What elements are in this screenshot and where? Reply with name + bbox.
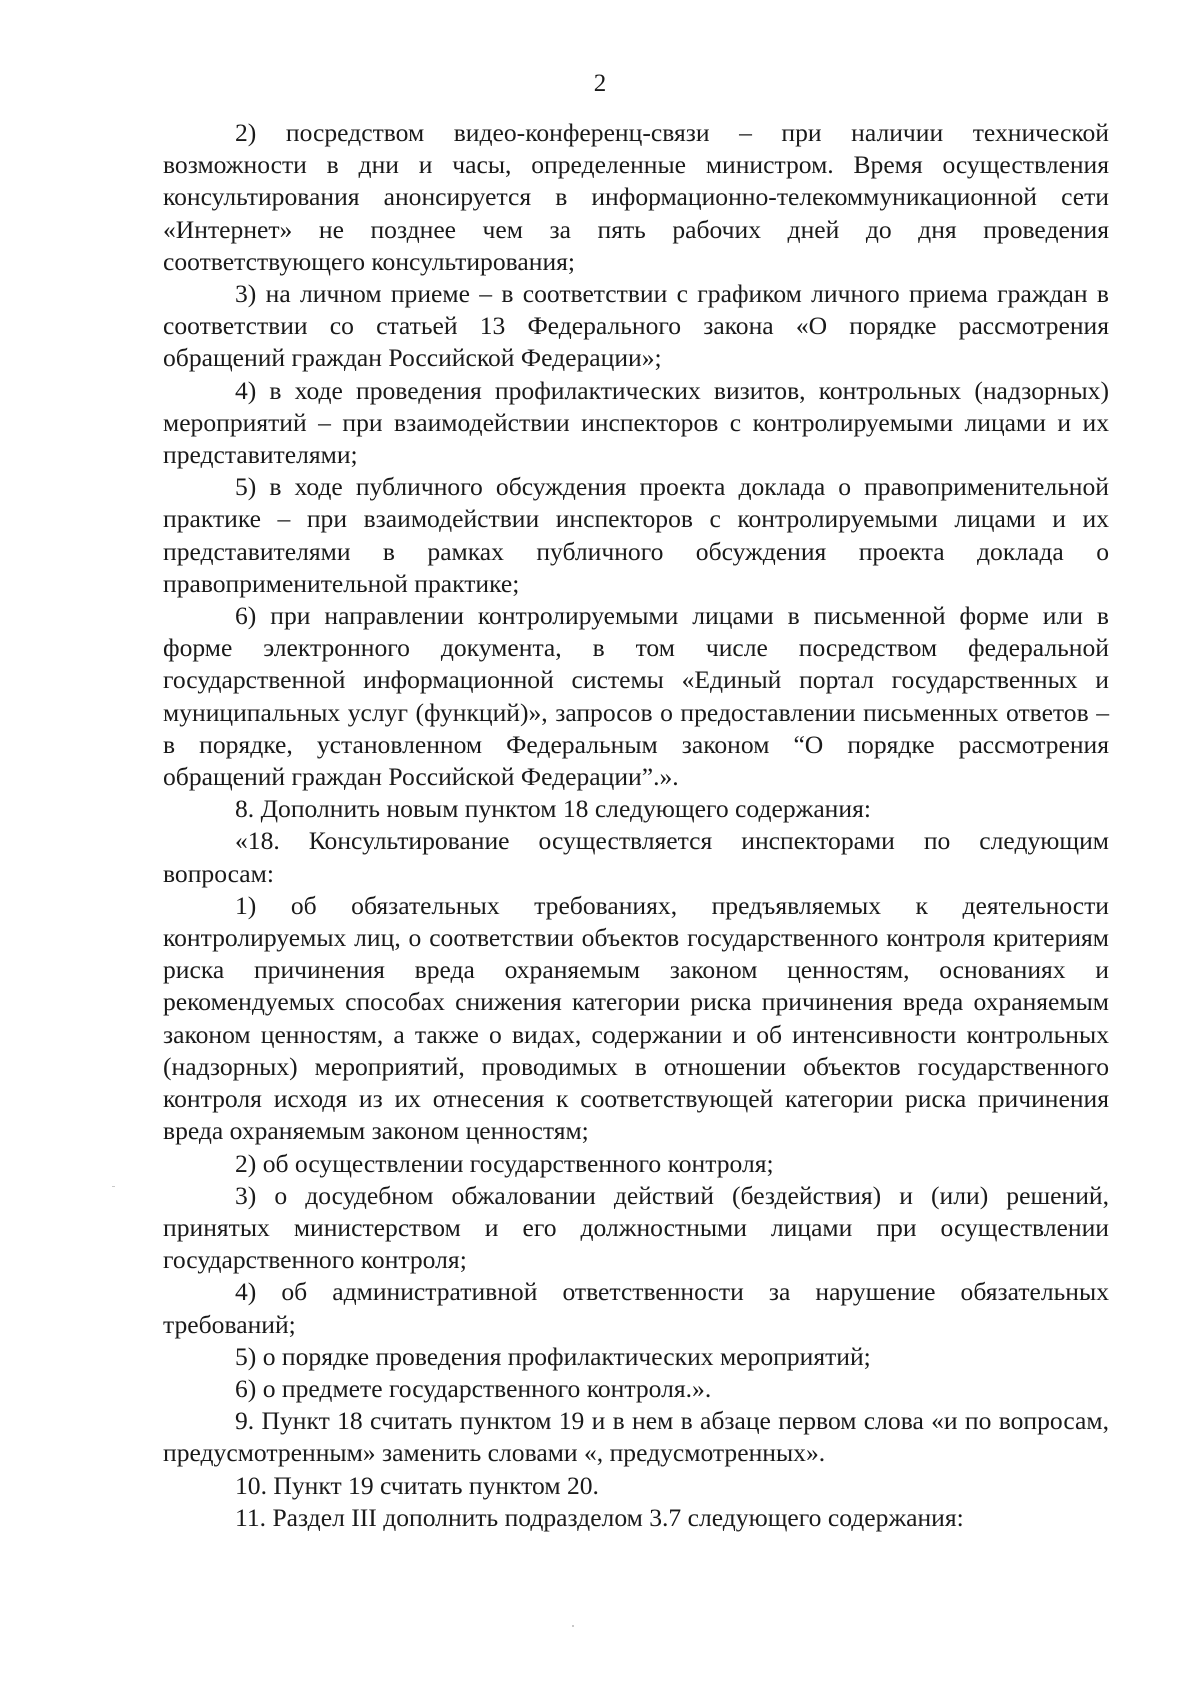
paragraph: 4) в ходе проведения профилактических визитов, контрольных (надзорных) мероприятий – при взаимодействии инспекторов с контролируемыми лицами и их представителями; <box>163 375 1109 470</box>
paragraph: 1) об обязательных требованиях, предъявляемых к деятельности контролируемых лиц, о соответствии объектов государственного контроля критериям риска причинения вреда охраняемым законом ценностям, основаниях и рекомендуемых способах снижения категории риска причинения вреда охраняемым законом ценностям, а также о видах, содержании и об интенсивности контрольных (надзорных) мероприятий, проводимых в отношении объектов государственного контроля исходя из их отнесения к соответствующей категории риска причинения вреда охраняемым законом ценностям; <box>163 890 1109 1146</box>
paragraph: 5) в ходе публичного обсуждения проекта доклада о правоприменительной практике – при взаимодействии инспекторов с контролируемыми лицами и их представителями в рамках публичного обсуждения проекта доклада о правоприменительной практике; <box>163 472 1109 598</box>
paragraph: 4) об административной ответственности за нарушение обязательных требований; <box>163 1277 1109 1339</box>
paragraph: 8. Дополнить новым пунктом 18 следующего содержания: <box>235 794 871 824</box>
paragraph: 10. Пункт 19 считать пунктом 20. <box>235 1470 599 1500</box>
paragraph: 6) при направлении контролируемыми лицами в письменной форме или в форме электронного документа, в том числе посредством федеральной государственной информационной системы «Единый портал государственных и муниципальных услуг (функций)», запросов о предоставлении письменных ответов – в порядке, установленном Федеральным законом “О порядке рассмотрения обращений граждан Российской Федерации”.». <box>163 601 1109 792</box>
page-number: 2 <box>593 70 607 97</box>
paragraph: 11. Раздел III дополнить подразделом 3.7 следующего содержания: <box>235 1502 964 1532</box>
paragraph: «18. Консультирование осуществляется инспекторами по следующим вопросам: <box>163 826 1109 888</box>
paragraph: 3) о досудебном обжаловании действий (бездействия) и (или) решений, принятых министерством и его должностными лицами при осуществлении государственного контроля; <box>163 1180 1109 1275</box>
document-body <box>163 117 1109 1534</box>
scan-artifact <box>572 1625 574 1627</box>
paragraph: 5) о порядке проведения профилактических мероприятий; <box>235 1341 871 1371</box>
paragraph: 9. Пункт 18 считать пунктом 19 и в нем в абзаце первом слова «и по вопросам, предусмотренным» заменить словами «, предусмотренных». <box>163 1406 1109 1468</box>
scan-artifact <box>112 1186 115 1187</box>
paragraph: 2) об осуществлении государственного контроля; <box>235 1148 774 1178</box>
paragraph: 6) о предмете государственного контроля.». <box>235 1373 712 1403</box>
paragraph: 2) посредством видео-конференц-связи – при наличии технической возможности в дни и часы, определенные министром. Время осуществления консультирования анонсируется в информационно-телекоммуникационной сети «Интернет» не позднее чем за пять рабочих дней до дня проведения соответствующего консультирования; <box>163 118 1109 276</box>
paragraph: 3) на личном приеме – в соответствии с графиком личного приема граждан в соответствии со статьей 13 Федерального закона «О порядке рассмотрения обращений граждан Российской Федерации»; <box>163 279 1109 373</box>
